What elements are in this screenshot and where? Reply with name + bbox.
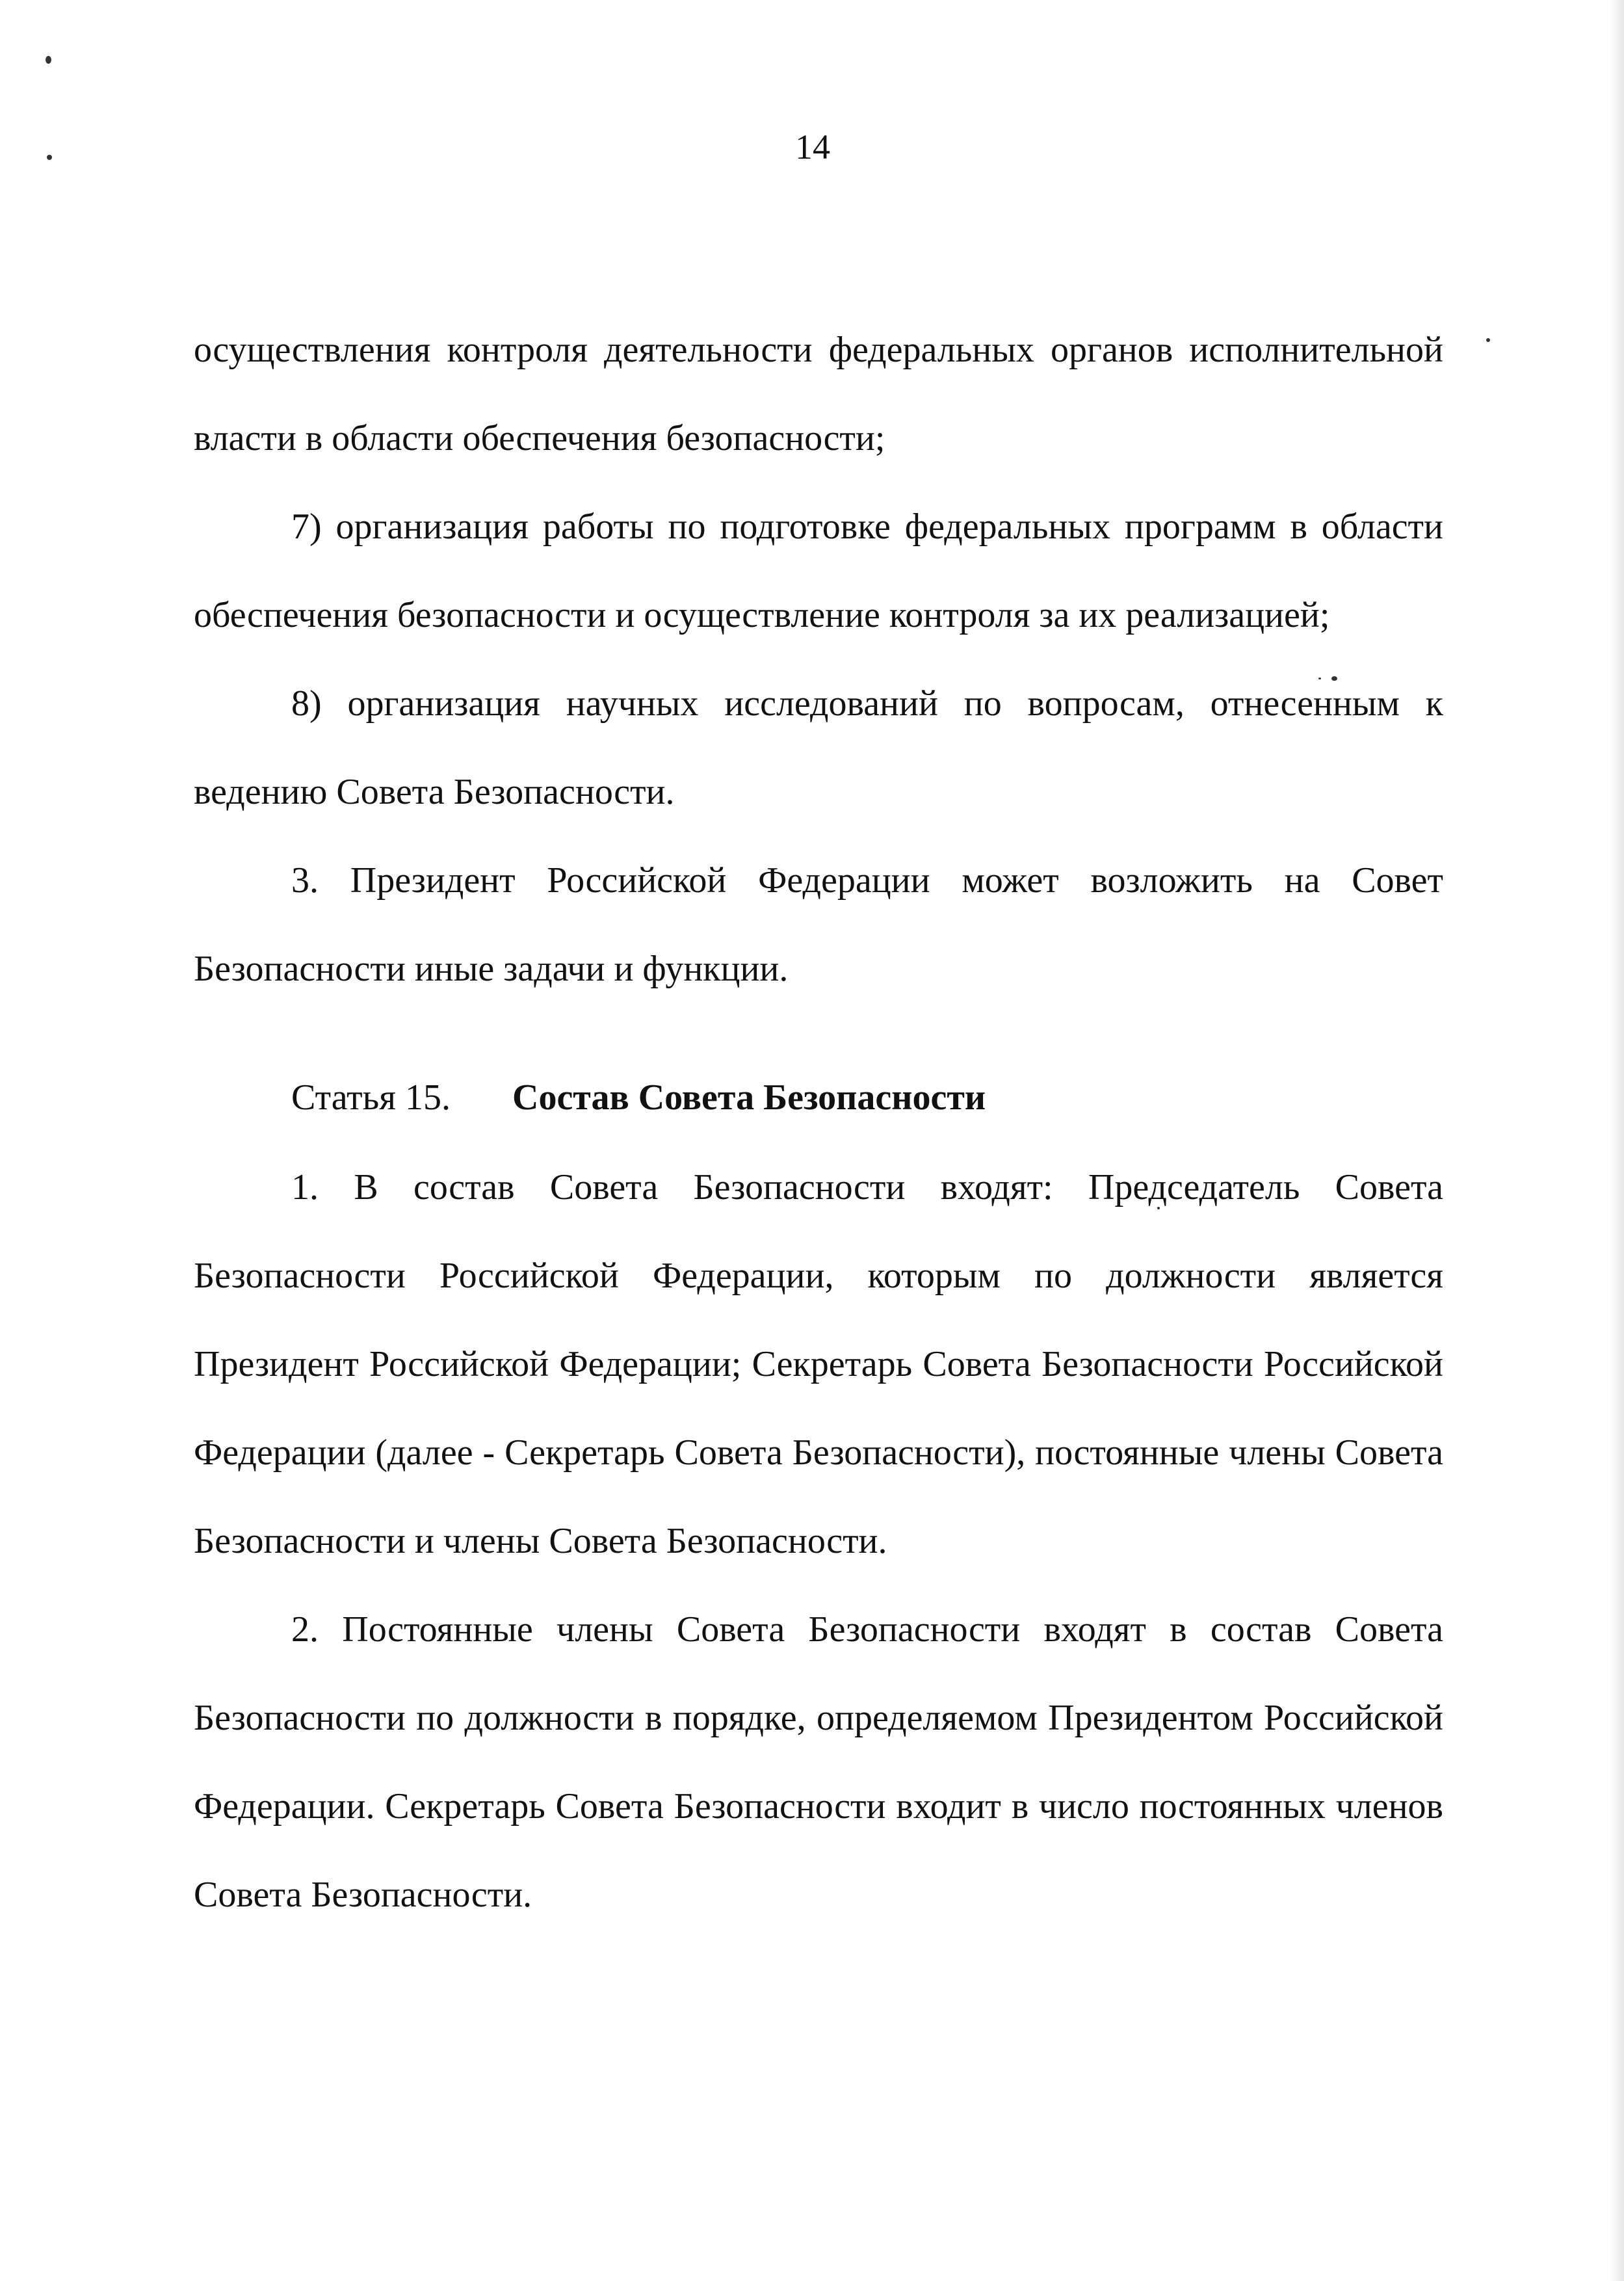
paragraph-continuation: осуществления контроля деятельности федеральных органов исполнительной власти в области обеспечения безопасности;	[194, 330, 1443, 458]
page-number: 14	[795, 127, 830, 166]
list-item-7: 7) организация работы по подготовке федеральных программ в области обеспечения безопасности и осуществление контроля за их реализацией;	[194, 507, 1443, 635]
article-clause-2: 2. Постоянные члены Совета Безопасности входят в состав Совета Безопасности по должности в порядке, определяемом Президентом Российской Федерации. Секретарь Совета Безопасности входит в число постоянных членов Совета Безопасности.	[194, 1609, 1443, 1915]
article-heading	[194, 1052, 1443, 1143]
scan-speck	[1486, 338, 1490, 342]
clause-3: 3. Президент Российской Федерации может возложить на Совет Безопасности иные задачи и функции.	[194, 860, 1443, 989]
document-body	[194, 306, 1443, 1939]
article-number: Статья 15.	[291, 1077, 451, 1118]
scan-speck	[46, 56, 51, 64]
list-item-8: 8) организация научных исследований по вопросам, отнесенным к ведению Совета Безопасности.	[194, 683, 1443, 812]
scan-edge-shadow	[1610, 0, 1624, 2281]
scan-speck	[47, 155, 52, 160]
article-title: Состав Совета Безопасности	[512, 1077, 986, 1118]
article-clause-1: 1. В состав Совета Безопасности входят: Председатель Совета Безопасности Российской Федерации, которым по должности является Президент Российской Федерации; Секретарь Совета Безопасности Российской Федерации (далее - Секретарь Совета Безопасности), постоянные члены Совета Безопасности и члены Совета Безопасности.	[194, 1167, 1443, 1561]
